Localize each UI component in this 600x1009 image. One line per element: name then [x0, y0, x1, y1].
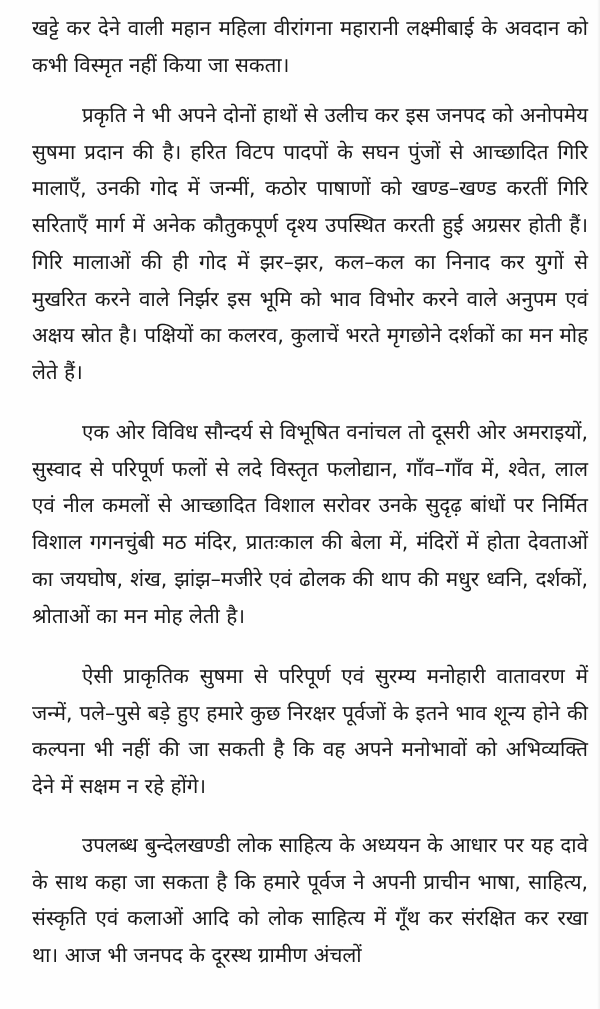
paragraph-ancestors: ऐसी प्राकृतिक सुषमा से परिपूर्ण एवं सुरम्य मनोहारी वातावरण में जन्में, पले–पुसे बड़े हुए हमारे कुछ निरक्षर पूर्वजों के इतने भाव शून्य होने की कल्पना भी नहीं की जा सकती है कि वह अपने मनोभावों को अभिव्यक्ति देने में सक्षम न रहे होंगे। [32, 664, 588, 799]
paragraph-nature: प्रकृति ने भी अपने दोनों हाथों से उलीच कर इस जनपद को अनोपमेय सुषमा प्रदान की है। हरित विटप पादपों के सघन पुंजों से आच्छादित गिरि मालाएँ, उनकी गोद में जन्मीं, कठोर पाषाणों को खण्ड–खण्ड करतीं गिरि सरिताएँ मार्ग में अनेक कौतुकपूर्ण दृश्य उपस्थित करती हुई अग्रसर होती हैं। गिरि मालाओं की ही गोद में झर–झर, कल–कल का निनाद कर युगों से मुखरित करने वाले निर्झर इस भूमि को भाव विभोर करने वाले अनुपम एवं अक्षय स्रोत है। पक्षियों का कलरव, कुलाचें भरते मृगछोने दर्शकों का मन मोह लेते हैं। [32, 103, 588, 384]
paragraph-continuation: खट्टे कर देने वाली महान महिला वीरांगना महारानी लक्ष्मीबाई के अवदान को कभी विस्मृत नहीं किया जा सकता। [32, 16, 588, 77]
paragraph-folk-literature: उपलब्ध बुन्देलखण्डी लोक साहित्य के अध्ययन के आधार पर यह दावे के साथ कहा जा सकता है कि हमारे पूर्वज ने अपनी प्राचीन भाषा, साहित्य, संस्कृति एवं कलाओं आदि को लोक साहित्य में गूँथ कर संरक्षित कर रखा था। आज भी जनपद के दूरस्थ ग्रामीण अंचलों [32, 833, 588, 968]
paragraph-scenery: एक ओर विविध सौन्दर्य से विभूषित वनांचल तो दूसरी ओर अमराइयों, सुस्वाद से परिपूर्ण फलों से लदे विस्तृत फलोद्यान, गाँव–गाँव में, श्वेत, लाल एवं नील कमलों से आच्छादित विशाल सरोवर उनके सुदृढ़ बांधों पर निर्मित विशाल गगनचुंबी मठ मंदिर, प्रातःकाल की बेला में, मंदिरों में होता देवताओं का जयघोष, शंख, झांझ–मजीरे एवं ढोलक की थाप की मधुर ध्वनि, दर्शकों, श्रोताओं का मन मोह लेती है। [32, 420, 588, 628]
